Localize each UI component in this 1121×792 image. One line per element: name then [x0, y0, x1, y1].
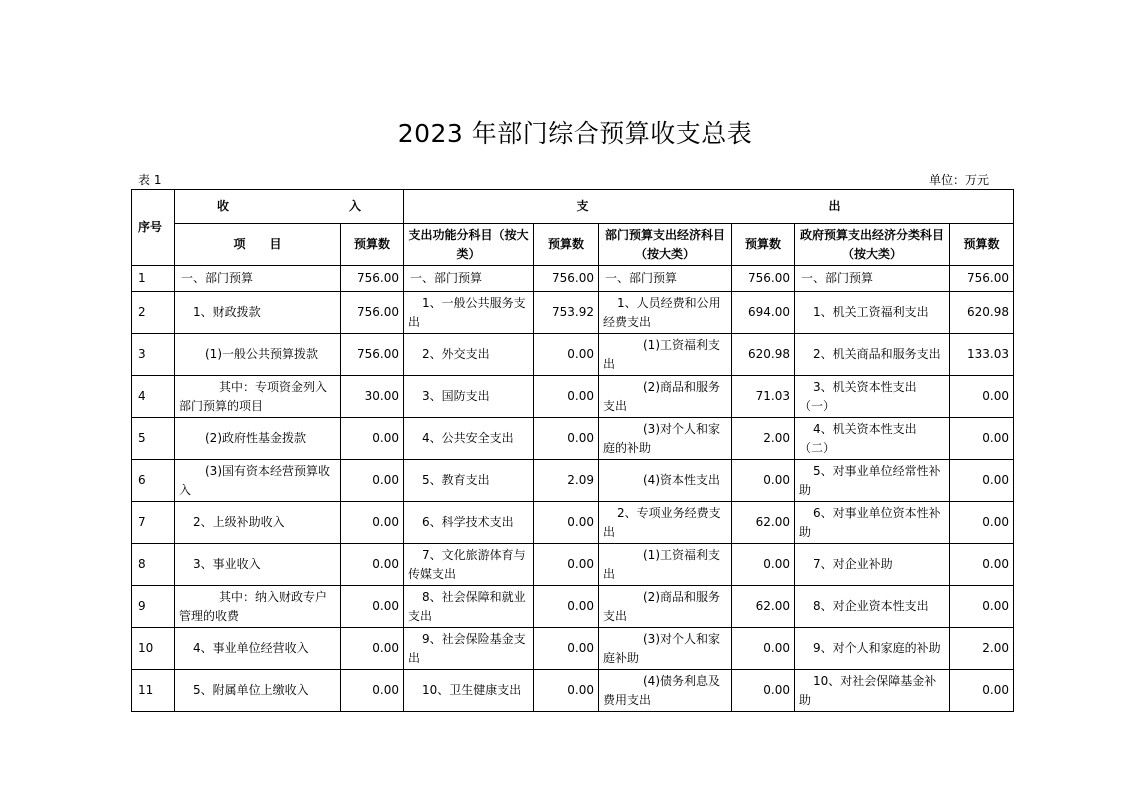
func-value: 0.00	[534, 628, 599, 670]
gov-econ-value: 0.00	[950, 586, 1014, 628]
gov-econ-header: 政府预算支出经济分类科目（按大类）	[795, 224, 950, 266]
table-number: 表 1	[138, 173, 162, 187]
row-seq: 7	[132, 502, 175, 544]
func-budget-header: 预算数	[534, 224, 599, 266]
gov-econ-item: 7、对企业补助	[795, 544, 950, 586]
income-value: 0.00	[341, 418, 404, 460]
row-seq: 9	[132, 586, 175, 628]
gov-econ-value: 620.98	[950, 292, 1014, 334]
dept-econ-header: 部门预算支出经济科目（按大类）	[599, 224, 732, 266]
dept-econ-item: (3)对个人和家庭的补助	[599, 418, 732, 460]
gov-econ-value: 756.00	[950, 266, 1014, 292]
dept-econ-value: 71.03	[732, 376, 795, 418]
func-item: 7、文化旅游体育与传媒支出	[404, 544, 534, 586]
dept-econ-value: 62.00	[732, 586, 795, 628]
income-item: (3)国有资本经营预算收入	[175, 460, 341, 502]
table-row	[132, 586, 1014, 628]
func-item: 2、外交支出	[404, 334, 534, 376]
gov-econ-item: 10、对社会保障基金补助	[795, 670, 950, 712]
gov-econ-value: 2.00	[950, 628, 1014, 670]
dept-econ-value: 0.00	[732, 670, 795, 712]
row-seq: 2	[132, 292, 175, 334]
row-seq: 11	[132, 670, 175, 712]
gov-econ-value: 0.00	[950, 502, 1014, 544]
gov-econ-item: 5、对事业单位经常性补助	[795, 460, 950, 502]
seq-header: 序号	[132, 190, 175, 266]
header-row-top	[132, 190, 1014, 224]
expense-header: 支 出	[404, 190, 1014, 224]
income-item: 4、事业单位经营收入	[175, 628, 341, 670]
func-item: 3、国防支出	[404, 376, 534, 418]
income-item: 5、附属单位上缴收入	[175, 670, 341, 712]
income-item: (2)政府性基金拨款	[175, 418, 341, 460]
income-value: 756.00	[341, 292, 404, 334]
income-value: 0.00	[341, 460, 404, 502]
dept-econ-value: 0.00	[732, 460, 795, 502]
table-row	[132, 544, 1014, 586]
table-row	[132, 376, 1014, 418]
income-value: 756.00	[341, 334, 404, 376]
income-value: 0.00	[341, 628, 404, 670]
dept-econ-item: 1、人员经费和公用经费支出	[599, 292, 732, 334]
func-value: 0.00	[534, 418, 599, 460]
dept-budget-header: 预算数	[732, 224, 795, 266]
income-value: 756.00	[341, 266, 404, 292]
func-value: 2.09	[534, 460, 599, 502]
table-row	[132, 628, 1014, 670]
row-seq: 3	[132, 334, 175, 376]
func-value: 0.00	[534, 670, 599, 712]
func-item: 5、教育支出	[404, 460, 534, 502]
gov-econ-item: 4、机关资本性支出（二）	[795, 418, 950, 460]
row-seq: 1	[132, 266, 175, 292]
gov-budget-header: 预算数	[950, 224, 1014, 266]
income-item: (1)一般公共预算拨款	[175, 334, 341, 376]
gov-econ-item: 1、机关工资福利支出	[795, 292, 950, 334]
func-value: 0.00	[534, 544, 599, 586]
dept-econ-item: 一、部门预算	[599, 266, 732, 292]
table-row	[132, 292, 1014, 334]
gov-econ-item: 一、部门预算	[795, 266, 950, 292]
row-seq: 8	[132, 544, 175, 586]
table-row	[132, 460, 1014, 502]
dept-econ-item: (3)对个人和家庭补助	[599, 628, 732, 670]
income-item: 其中：纳入财政专户管理的收费	[175, 586, 341, 628]
gov-econ-item: 3、机关资本性支出（一）	[795, 376, 950, 418]
row-seq: 5	[132, 418, 175, 460]
gov-econ-value: 0.00	[950, 544, 1014, 586]
income-item: 2、上级补助收入	[175, 502, 341, 544]
gov-econ-value: 0.00	[950, 376, 1014, 418]
gov-econ-item: 6、对事业单位资本性补助	[795, 502, 950, 544]
row-seq: 4	[132, 376, 175, 418]
table-row	[132, 266, 1014, 292]
gov-econ-value: 133.03	[950, 334, 1014, 376]
func-value: 753.92	[534, 292, 599, 334]
unit-label: 单位：万元	[929, 173, 990, 187]
gov-econ-item: 8、对企业资本性支出	[795, 586, 950, 628]
income-value: 0.00	[341, 670, 404, 712]
dept-econ-value: 620.98	[732, 334, 795, 376]
table-row	[132, 670, 1014, 712]
budget-summary-table	[131, 189, 1014, 712]
dept-econ-value: 694.00	[732, 292, 795, 334]
income-value: 0.00	[341, 502, 404, 544]
income-budget-header: 预算数	[341, 224, 404, 266]
func-item: 一、部门预算	[404, 266, 534, 292]
func-item: 1、一般公共服务支出	[404, 292, 534, 334]
func-item: 9、社会保险基金支出	[404, 628, 534, 670]
dept-econ-item: (4)资本性支出	[599, 460, 732, 502]
header-row-sub	[132, 224, 1014, 266]
func-value: 0.00	[534, 586, 599, 628]
func-value: 0.00	[534, 502, 599, 544]
dept-econ-item: (4)债务利息及费用支出	[599, 670, 732, 712]
income-item: 3、事业收入	[175, 544, 341, 586]
income-value: 30.00	[341, 376, 404, 418]
income-item: 1、财政拨款	[175, 292, 341, 334]
table-row	[132, 334, 1014, 376]
income-value: 0.00	[341, 544, 404, 586]
dept-econ-value: 0.00	[732, 628, 795, 670]
dept-econ-item: (1)工资福利支出	[599, 544, 732, 586]
dept-econ-value: 0.00	[732, 544, 795, 586]
dept-econ-value: 2.00	[732, 418, 795, 460]
income-header: 收 入	[175, 190, 404, 224]
gov-econ-value: 0.00	[950, 460, 1014, 502]
income-value: 0.00	[341, 586, 404, 628]
dept-econ-item: (2)商品和服务支出	[599, 376, 732, 418]
row-seq: 6	[132, 460, 175, 502]
dept-econ-item: (2)商品和服务支出	[599, 586, 732, 628]
row-seq: 10	[132, 628, 175, 670]
gov-econ-item: 9、对个人和家庭的补助	[795, 628, 950, 670]
dept-econ-value: 756.00	[732, 266, 795, 292]
income-item: 其中：专项资金列入部门预算的项目	[175, 376, 341, 418]
func-value: 0.00	[534, 334, 599, 376]
dept-econ-item: (1)工资福利支出	[599, 334, 732, 376]
func-item-header: 支出功能分科目（按大类）	[404, 224, 534, 266]
dept-econ-value: 62.00	[732, 502, 795, 544]
table-row	[132, 502, 1014, 544]
gov-econ-value: 0.00	[950, 418, 1014, 460]
func-value: 756.00	[534, 266, 599, 292]
func-value: 0.00	[534, 376, 599, 418]
gov-econ-value: 0.00	[950, 670, 1014, 712]
income-item-header: 项 目	[175, 224, 341, 266]
dept-econ-item: 2、专项业务经费支出	[599, 502, 732, 544]
table-row	[132, 418, 1014, 460]
func-item: 6、科学技术支出	[404, 502, 534, 544]
page-title: 2023 年部门综合预算收支总表	[397, 119, 753, 148]
func-item: 10、卫生健康支出	[404, 670, 534, 712]
func-item: 4、公共安全支出	[404, 418, 534, 460]
func-item: 8、社会保障和就业支出	[404, 586, 534, 628]
gov-econ-item: 2、机关商品和服务支出	[795, 334, 950, 376]
income-item: 一、部门预算	[175, 266, 341, 292]
